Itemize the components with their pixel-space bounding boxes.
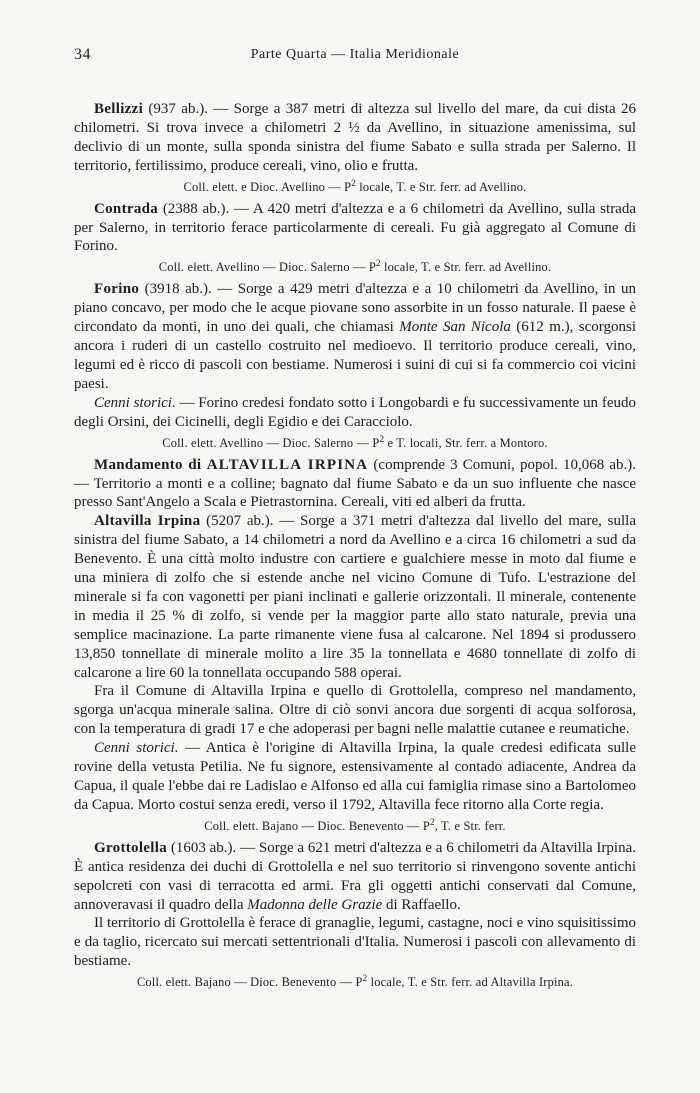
- entry-name: Forino: [94, 281, 140, 298]
- entry-name: Grottolella: [94, 839, 168, 856]
- mandamento-name: ALTAVILLA IRPINA: [206, 456, 369, 473]
- mandamento-text: (comprende 3 Comuni, popol. 10,068 ab.). — Territorio a monti e a colline; bagnato dal fiume Sabato e da un suo influente che nasce presso Sant'Angelo a Scala e Pietrastornina. Cereali, viti ed alberi da frutta.: [74, 456, 636, 511]
- note-text: Coll. elett. Bajano — Dioc. Benevento — P: [136, 975, 363, 990]
- entry-paragraph: [74, 200, 636, 257]
- entry-altavilla: [74, 512, 636, 835]
- cenni-label: Cenni storici.: [94, 740, 179, 757]
- entry-paragraph-2: Fra il Comune di Altavilla Irpina e quello di Grottolella, compreso nel mandamento, sgorga un'acqua minerale salina. Oltre di ciò sonvi ancora due sorgenti di acqua solforosa, con la temperatura di gradi 17 e che adoperasi per bagni nelle malattie cutanee e reumatiche.: [74, 683, 636, 738]
- entry-paragraph: [74, 100, 636, 176]
- superscript: 2: [379, 433, 385, 444]
- entry-text: (612 m.), scorgonsi ancora i ruderi di un castello costruito nel medioevo. Il territorio produce cereali, vino, legumi ed è ricco di pascoli con bestiame. Numerosi i suini di cui si fa commercio coi vicini paesi.: [74, 319, 636, 392]
- historical-notes: [74, 739, 636, 815]
- entry-paragraph: [74, 839, 636, 915]
- note-text: locale, T. e Str. ferr. ad Avellino.: [355, 179, 527, 194]
- cenni-text: — Forino credesi fondato sotto i Longobardi e fu successivamente un feudo degli Orsini, dei Cicinelli, degli Egidio e dei Caracciolo.: [74, 394, 636, 430]
- entry-name: Contrada: [94, 200, 159, 217]
- entry-text: (5207 ab.). — Sorge a 371 metri d'altezza dal livello del mare, sulla sinistra del fiume Sabato, a 14 chilometri a nord da Avellino e a circa 16 chilometri a sud da Benevento. È una città molto industre con cartiere e gualchiere messe in moto dal fiume e una miniera di zolfo che si estende anche nel vicino Comune di Tufo. L'estrazione del minerale si fa con vagonetti per piani inclinati e gallerie orizzontali. Il minerale, contenente in media il 25 % di zolfo, si vende per la maggior parte allo stato naturale, previa una semplice macinazione. La parte rimanente viene fusa al calcarone. Nel 1894 si produssero 13,850 tonnellate di minerale molito a lire 35 la tonnellata e 4680 tonnellate di zolfo di calcarone a lire 60 la tonnellata occupando 588 operai.: [74, 513, 636, 681]
- entry-paragraph: [74, 512, 636, 682]
- note-text: Coll. elett. e Dioc. Avellino — P: [183, 179, 352, 194]
- mandamento-altavilla: [74, 456, 636, 513]
- page-number: 34: [74, 46, 91, 63]
- entry-text: (1603 ab.). — Sorge a 621 metri d'altezza e a 6 chilometri da Altavilla Irpina. È antica residenza dei duchi di Grottolella e nel suo territorio si rinvengono sovente antichi sepolcreti con vasi di terracotta ed armi. Fra gli oggetti antichi conservati dal Comune, annoveravasi il quadro della: [74, 839, 636, 913]
- entry-note: [74, 178, 636, 196]
- historical-notes: [74, 394, 636, 432]
- page-body: [74, 96, 636, 994]
- entry-name: Bellizzi: [94, 101, 144, 117]
- entry-name: Altavilla Irpina: [94, 513, 201, 530]
- entry-forino: [74, 280, 636, 451]
- entry-note: [74, 258, 636, 276]
- entry-paragraph-2: Il territorio di Grottolella è ferace di granaglie, legumi, castagne, noci e vino squisitissimo e da taglio, ricercato sui mercati settentrionali d'Italia. Numerosi i pascoli con allevamento di bestiame.: [74, 915, 636, 970]
- page-header: [74, 46, 636, 66]
- place-name: Monte San Nicola: [399, 319, 511, 336]
- superscript: 2: [351, 177, 356, 188]
- superscript: 2: [429, 816, 435, 827]
- note-text: Coll. elett. Avellino — Dioc. Salerno — P: [158, 260, 376, 275]
- entry-text: di Raffaello.: [382, 896, 461, 913]
- superscript: 2: [376, 258, 381, 269]
- note-text: locale, T. e Str. ferr. ad Altavilla Irpina.: [367, 975, 574, 990]
- entry-grottolella: [74, 839, 636, 991]
- cenni-label: Cenni storici.: [94, 394, 176, 411]
- entry-text: (2388 ab.). — A 420 metri d'altezza e a 6 chilometri da Avellino, sulla strada per Salerno, in territorio ferace particolarmente di cereali. Fu già aggregato al Comune di Forino.: [74, 200, 636, 255]
- entry-paragraph: [74, 280, 636, 393]
- entry-contrada: [74, 200, 636, 277]
- entry-note: [74, 973, 636, 991]
- note-text: locale, T. e Str. ferr. ad Avellino.: [380, 260, 552, 275]
- entry-note: [74, 817, 636, 835]
- note-text: , T. e Str. ferr.: [434, 818, 506, 833]
- mandamento-paragraph: [74, 456, 636, 513]
- note-text: Coll. elett. Avellino — Dioc. Salerno — P: [162, 435, 380, 450]
- note-text: e T. locali, Str. ferr. a Montoro.: [384, 435, 548, 450]
- superscript: 2: [362, 973, 368, 984]
- entry-bellizzi: [74, 100, 636, 196]
- cenni-text: — Antica è l'origine di Altavilla Irpina, la quale credesi edificata sulle rovine della vetusta Petilia. Ne fu signore, estensivamente al contado adiacente, Andrea da Capua, il quale l'ebbe dai re Ladislao e Alfonso ed alla cui famiglia rimase sino a Bartolomeo da Capua. Morto costui senza eredi, verso il 1792, Altavilla fece ritorno alla Corte regia.: [74, 740, 636, 813]
- entry-note: [74, 434, 636, 452]
- running-title: Parte Quarta — Italia Meridionale: [250, 47, 460, 62]
- mandamento-label: Mandamento di: [94, 456, 207, 473]
- entry-text: (3918 ab.). — Sorge a 429 metri d'altezza e a 10 chilometri da Avellino, in un piano concavo, per modo che le acque piovane sono assorbite in un fosso naturale. Il paese è circondato da monti, in uno dei quali, che chiamasi: [74, 281, 636, 336]
- painting-title: Madonna delle Grazie: [247, 896, 383, 913]
- entry-text: (937 ab.). — Sorge a 387 metri di altezza sul livello del mare, da cui dista 26 chilometri. Si trova invece a chilometri 2 ½ da Avellino, in situazione amenissima, sul declivio di un monte, sulla sponda sinistra del fiume Sabato e sulla strada per Salerno. Il territorio, fertilissimo, produce cereali, vino, olio e frutta.: [74, 101, 636, 174]
- note-text: Coll. elett. Bajano — Dioc. Benevento — P: [204, 818, 430, 833]
